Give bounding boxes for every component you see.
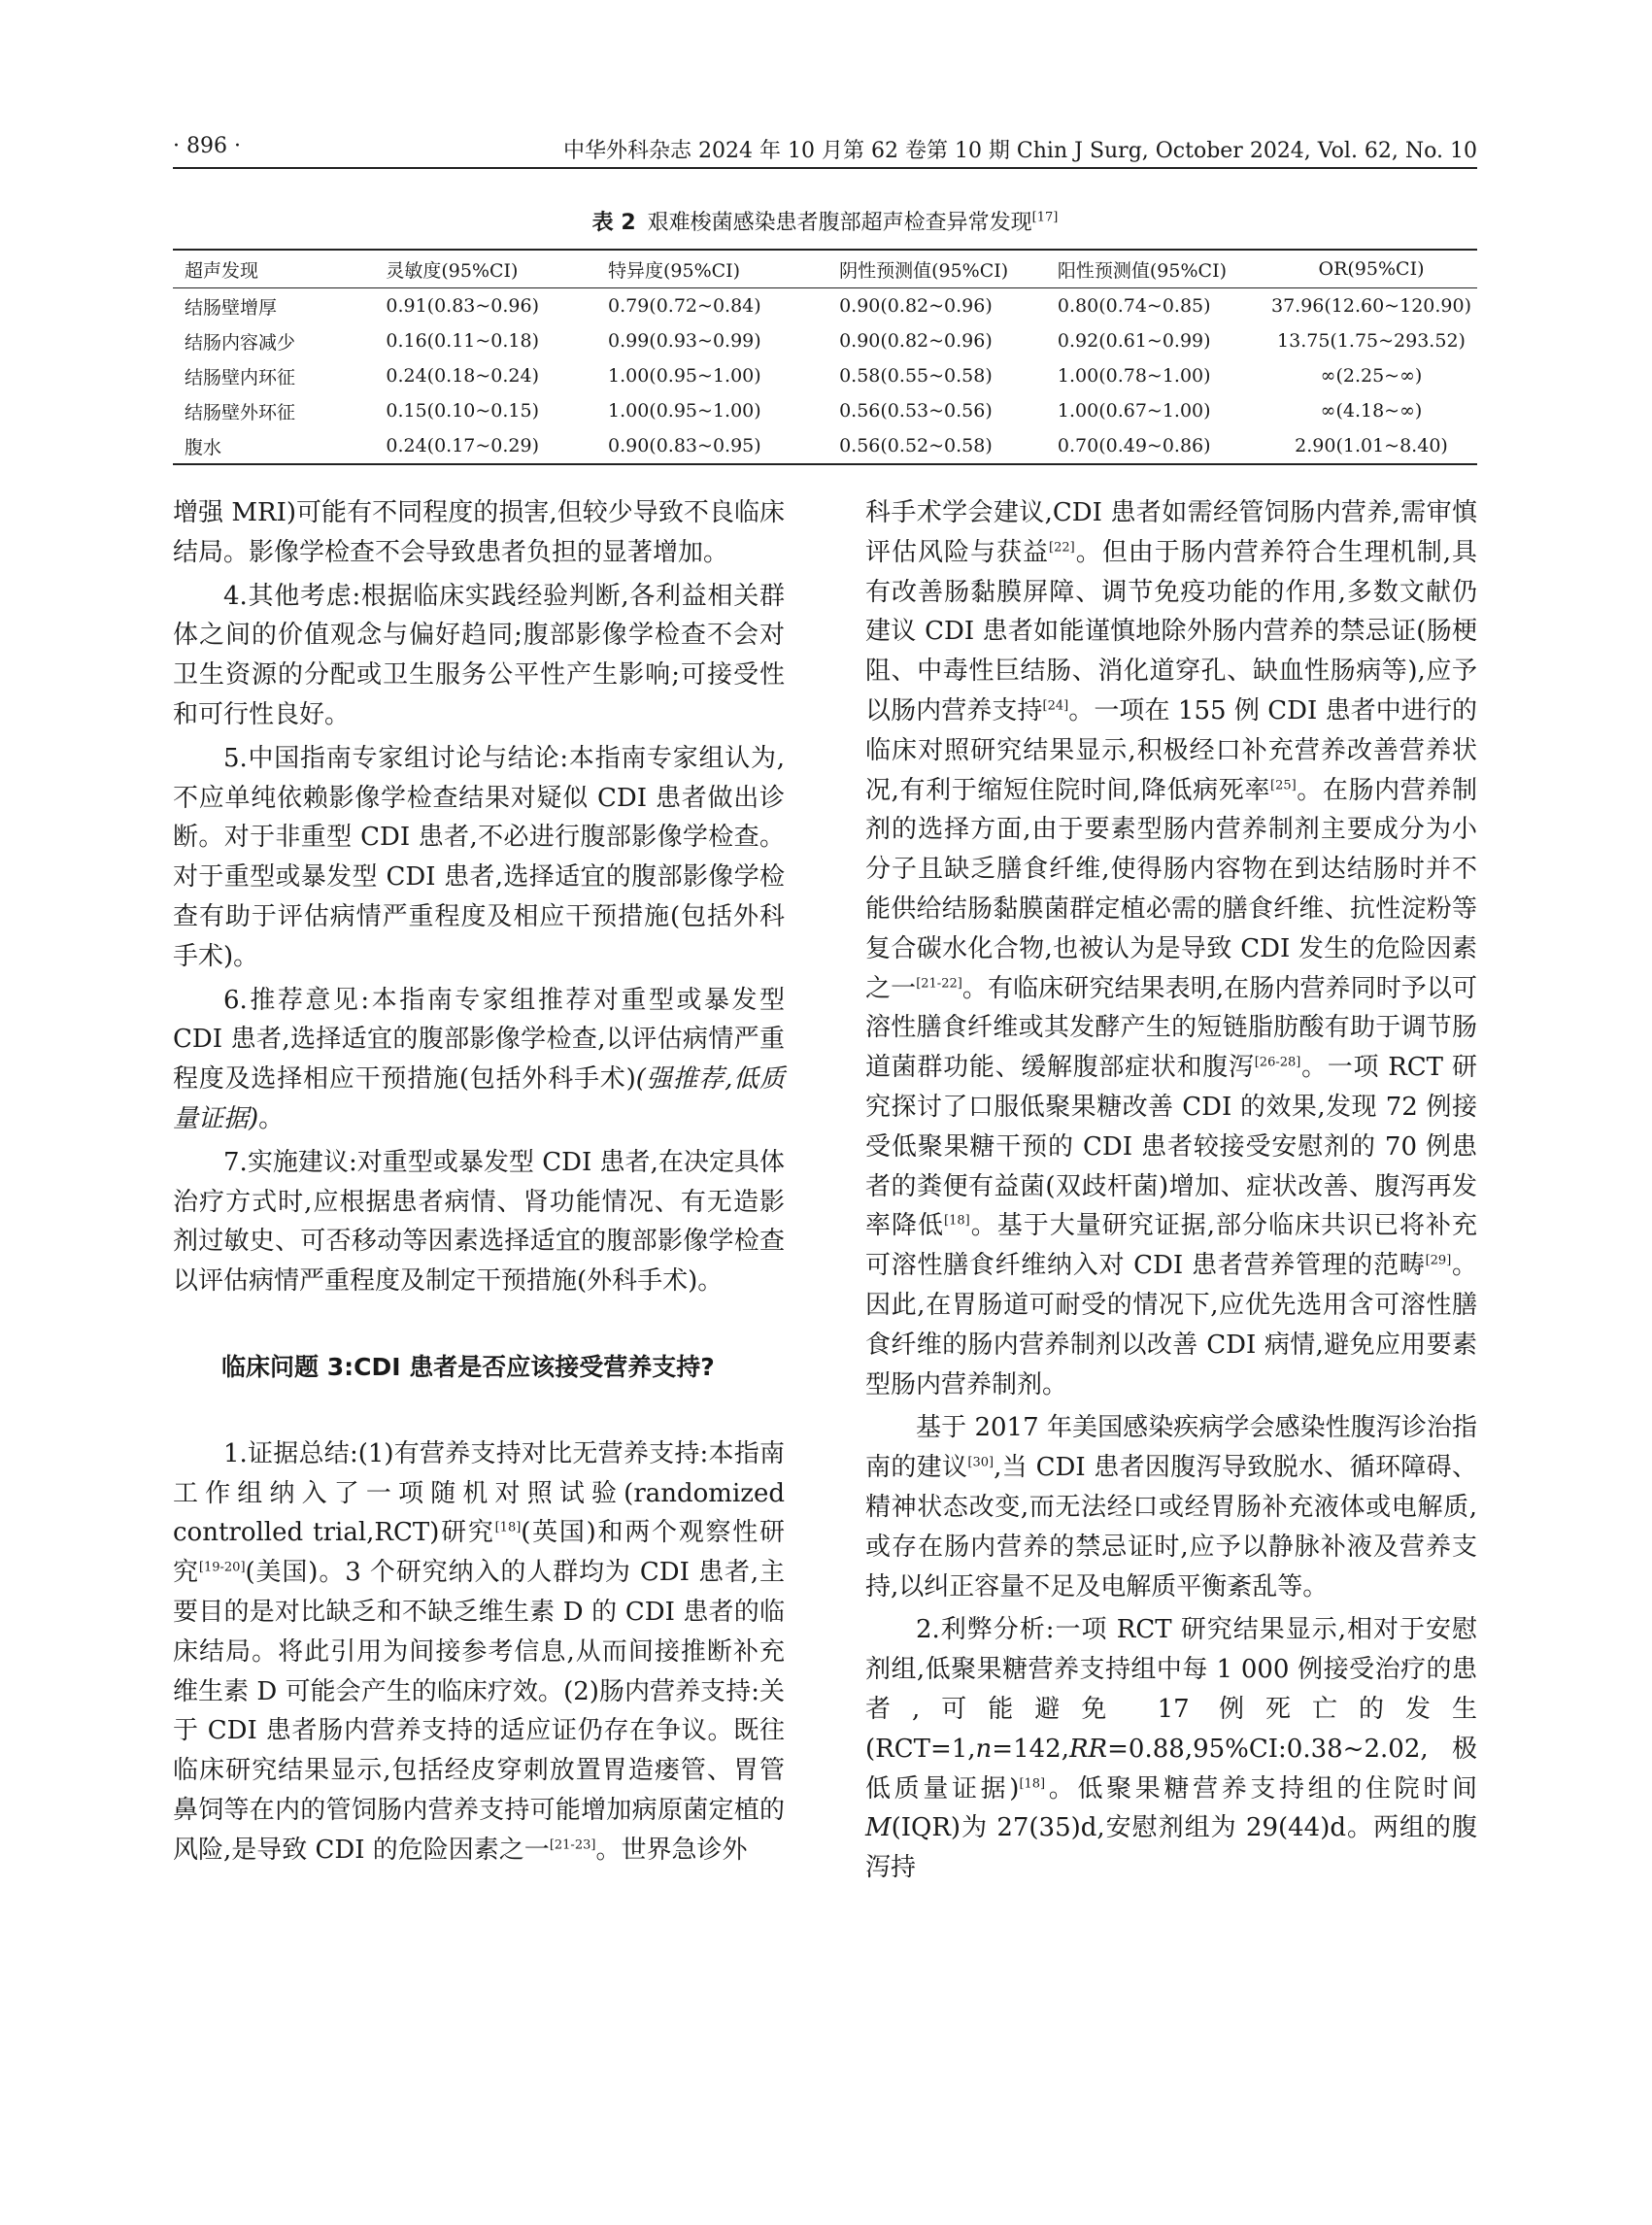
text-fragment: =0.88,95%CI:0.38~2.02,极低质量证据) (865, 1734, 1477, 1804)
text-fragment: 。一项在 155 例 CDI 患者中进行的临床对照研究结果显示,积极经口补充营养改善营养状况,有利于缩短住院时间,降低病死率 (865, 695, 1477, 805)
table-row (173, 428, 1477, 464)
paragraph-evidence-summary (173, 1434, 785, 1871)
paragraph-benefit-harm (865, 1610, 1477, 1888)
text-fragment: (美国)。3 个研究纳入的人群均为 CDI 患者,主要目的是对比缺乏和不缺乏维生素 D 的 CDI 患者的临床结局。将此引用为间接参考信息,从而间接推断补充维生素 D 可能会产生的临床疗效。(2)肠内营养支持:关于 CDI 患者肠内营养支持的适应证仍存在争议。既往临床研究结果显示,包括经皮穿刺放置胃造瘘管、胃管鼻饲等在内的管饲肠内营养支持可能增加病原菌定植的风险,是导致 CDI 的危险因素之一 (173, 1558, 785, 1865)
citation: [30] (967, 1455, 995, 1470)
text-fragment: 。因此,在胃肠道可耐受的情况下,应优先选用含可溶性膳食纤维的肠内营养制剂以改善 CDI 病情,避免应用要素型肠内营养制剂。 (865, 1251, 1477, 1399)
text-fragment: 。但由于肠内营养符合生理机制,具有改善肠黏膜屏障、调节免疫功能的作用,多数文献仍建议 CDI 患者如能谨慎地除外肠内营养的禁忌证(肠梗阻、中毒性巨结肠、消化道穿孔、缺血性肠病等),应予以肠内营养支持 (865, 537, 1477, 725)
col-header-specificity: 特异度(95%CI) (608, 259, 741, 282)
table-cell: 0.70(0.49~0.86) (1057, 435, 1211, 456)
table-cell: 37.96(12.60~120.90) (1270, 295, 1471, 317)
table-cell: 1.00(0.95~1.00) (608, 365, 761, 387)
text-fragment: 2.利弊分析:一项 RCT 研究结果显示,相对于安慰剂组,低聚果糖营养支持组中每 1 000 例接受治疗的患者,可能避免 17 例死亡的发生(RCT=1, (865, 1615, 1477, 1764)
text-fragment: M (865, 1813, 892, 1843)
citation: [19-20] (198, 1560, 246, 1575)
col-header-npv: 阴性预测值(95%CI) (839, 259, 1009, 282)
text-fragment: n (975, 1734, 993, 1764)
text-fragment: 。 (258, 1103, 285, 1133)
ultrasound-findings-table (173, 249, 1477, 465)
citation: [25] (1270, 777, 1297, 792)
citation: [18] (1019, 1775, 1046, 1791)
table-row (173, 288, 1477, 324)
table-cell: 0.56(0.52~0.58) (839, 435, 993, 456)
text-fragment: ,当 CDI 患者因腹泻导致脱水、循环障碍、精神状态改变,而无法经口或经胃肠补充液体或电解质,或存在肠内营养的禁忌证时,应予以静脉补液及营养支持,以纠正容量不足及电解质平衡紊乱等。 (865, 1453, 1477, 1601)
text-fragment: =142, (992, 1734, 1069, 1764)
table-cell: 0.99(0.93~0.99) (608, 330, 761, 352)
table-cell: 结肠壁增厚 (185, 296, 278, 319)
citation: [21-22] (916, 975, 962, 991)
citation: [26-28] (1254, 1055, 1301, 1070)
text-fragment: 。一项 RCT 研究探讨了口服低聚果糖改善 CDI 的效果,发现 72 例接受低聚果糖干预的 CDI 患者较接受安慰剂的 70 例患者的粪便有益菌(双歧杆菌)增加、症状改善、腹泻再发率降低 (865, 1053, 1477, 1241)
table-cell: 0.92(0.61~0.99) (1057, 330, 1211, 352)
recommendation-text: 6.推荐意见:本指南专家组推荐对重型或暴发型 CDI 患者,选择适宜的腹部影像学检查,以评估病情严重程度及选择相应干预措施(包括外科手术) (173, 985, 785, 1095)
citation: [22] (1049, 540, 1075, 556)
table-cell: 2.90(1.01~8.40) (1295, 435, 1448, 456)
table-cell: ∞(2.25~∞) (1320, 365, 1423, 387)
table-row (173, 358, 1477, 393)
text-fragment: (IQR)为 27(35)d,安慰剂组为 29(44)d。两组的腹泻持 (865, 1813, 1477, 1883)
paragraph-other-considerations: 4.其他考虑:根据临床实践经验判断,各利益相关群体之间的价值观念与偏好趋同;腹部影像学检查不会对卫生资源的分配或卫生服务公平性产生影响;可接受性和可行性良好。 (173, 581, 785, 729)
text-fragment: 科手术学会建议,CDI 患者如需经管饲肠内营养,需审慎评估风险与获益 (865, 498, 1477, 567)
table-cell: 结肠内容减少 (185, 331, 296, 354)
table-cell: 1.00(0.67~1.00) (1057, 400, 1211, 421)
table-cell: 0.24(0.18~0.24) (386, 365, 540, 387)
paragraph-implementation: 7.实施建议:对重型或暴发型 CDI 患者,在决定具体治疗方式时,应根据患者病情、肾功能情况、有无造影剂过敏史、可否移动等因素选择适宜的腹部影像学检查以评估病情严重程度及制定干预措施(外科手术)。 (173, 1147, 785, 1297)
col-header-sensitivity: 灵敏度(95%CI) (386, 259, 519, 282)
citation: [21-23] (549, 1837, 596, 1853)
table-cell: 0.91(0.83~0.96) (386, 295, 540, 317)
running-header (173, 134, 1477, 169)
table-cell: 0.56(0.53~0.56) (839, 400, 993, 421)
table-cell: 0.15(0.10~0.15) (386, 400, 540, 421)
text-fragment: 。世界急诊外 (595, 1835, 748, 1865)
header-rule (173, 167, 1477, 169)
table-cell: 腹水 (185, 436, 222, 458)
col-header-or: OR(95%CI) (1318, 258, 1425, 280)
table-caption-reference: [17] (1031, 210, 1059, 225)
table-cell: 0.16(0.11~0.18) (386, 330, 540, 352)
paragraph-imaging-burden: 增强 MRI)可能有不同程度的损害,但较少导致不良临床结局。影像学检查不会导致患者负担的显著增加。 (173, 498, 785, 567)
citation: [18] (944, 1213, 970, 1229)
table-cell: 0.79(0.72~0.84) (608, 295, 761, 317)
table-cell: 1.00(0.78~1.00) (1057, 365, 1211, 387)
journal-citation: 中华外科杂志 2024 年 10 月第 62 卷第 10 期 Chin J Surg, October 2024, Vol. 62, No. 10 (563, 139, 1477, 163)
table-cell: 0.90(0.82~0.96) (839, 330, 993, 352)
paragraph-recommendation (173, 981, 785, 1139)
table-title: 艰难梭菌感染患者腹部超声检查异常发现 (647, 211, 1032, 235)
table-cell: 结肠壁内环征 (185, 366, 296, 388)
table-cell: 1.00(0.95~1.00) (608, 400, 761, 421)
table-row (173, 323, 1477, 358)
citation: [24] (1042, 698, 1069, 714)
section-heading-question-3: 临床问题 3:CDI 患者是否应该接受营养支持? (221, 1352, 715, 1381)
table-cell: 0.24(0.17~0.29) (386, 435, 540, 456)
table-cell: 0.80(0.74~0.85) (1057, 295, 1211, 317)
text-fragment: (英国)和两个观察性研究 (173, 1518, 785, 1588)
table-header-row (173, 250, 1477, 288)
table-cell: 0.90(0.83~0.95) (608, 435, 761, 456)
text-fragment: RR (1068, 1734, 1108, 1764)
table-cell: 0.58(0.55~0.58) (839, 365, 993, 387)
text-fragment: 。有临床研究结果表明,在肠内营养同时予以可溶性膳食纤维或其发酵产生的短链脂肪酸有助于调节肠道菌群功能、缓解腹部症状和腹泻 (865, 973, 1477, 1083)
paragraph-enteral-nutrition (865, 493, 1477, 1404)
recommendation-grade: (强推荐,低质量证据) (173, 1064, 785, 1133)
right-column (865, 493, 1477, 1892)
table-caption (173, 206, 1477, 236)
citation: [29] (1425, 1253, 1452, 1268)
text-fragment: 基于 2017 年美国感染疾病学会感染性腹泻诊治指南的建议 (865, 1413, 1477, 1483)
table-cell: 结肠壁外环征 (185, 401, 296, 423)
paragraph-idsa-guideline (865, 1408, 1477, 1606)
text-fragment: 。在肠内营养制剂的选择方面,由于要素型肠内营养制剂主要成分为小分子且缺乏膳食纤维,使得肠内容物在到达结肠时并不能供给结肠黏膜菌群定植必需的膳食纤维、抗性淀粉等复合碳水化合物,也被认为是导致 CDI 发生的危险因素之一 (865, 775, 1477, 1003)
left-column (173, 493, 785, 1874)
col-header-finding: 超声发现 (185, 259, 259, 282)
text-fragment: 。基于大量研究证据,部分临床共识已将补充可溶性膳食纤维纳入对 CDI 患者营养管理的范畴 (865, 1211, 1477, 1281)
text-fragment: 1.证据总结:(1)有营养支持对比无营养支持:本指南工作组纳入了一项随机对照试验(randomized controlled trial,RCT)研究 (173, 1438, 785, 1548)
table-row (173, 393, 1477, 428)
page-number: · 896 · (173, 134, 241, 158)
text-fragment: 。低聚果糖营养支持组的住院时间 (1045, 1773, 1477, 1804)
paragraph-expert-conclusion: 5.中国指南专家组讨论与结论:本指南专家组认为,不应单纯依赖影像学检查结果对疑似 CDI 患者做出诊断。对于非重型 CDI 患者,不必进行腹部影像学检查。对于重型或暴发型 CDI 患者,选择适宜的腹部影像学检查有助于评估病情严重程度及相应干预措施(包括外科手术)。 (173, 743, 785, 971)
citation: [18] (494, 1520, 522, 1535)
col-header-ppv: 阳性预测值(95%CI) (1057, 259, 1227, 282)
table-cell: 0.90(0.82~0.96) (839, 295, 993, 317)
table-label: 表 2 (591, 211, 636, 235)
table-cell: 13.75(1.75~293.52) (1277, 330, 1466, 352)
table-cell: ∞(4.18~∞) (1320, 400, 1423, 421)
